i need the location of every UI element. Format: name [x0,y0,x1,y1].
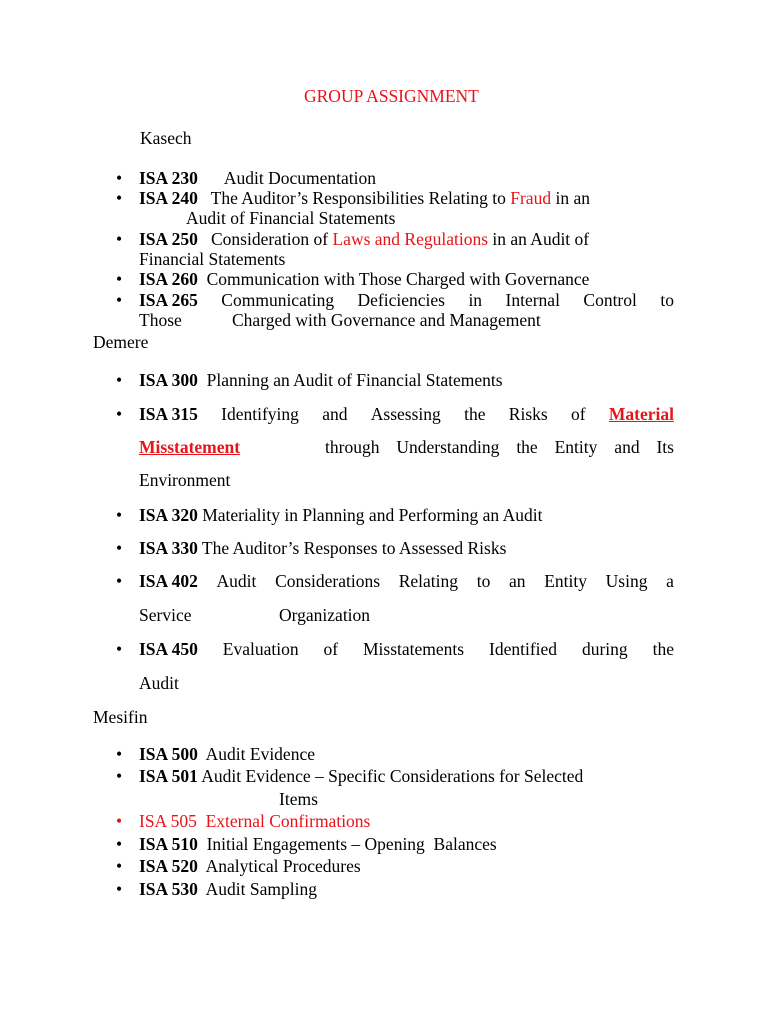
isa-title-word: Deficiencies [357,290,445,310]
isa-title: Planning an Audit of Financial Statements [206,370,503,390]
isa-title-tail: in an Audit of [492,229,590,249]
isa-title: Communication with Those Charged with Governance [206,269,590,289]
list-item-isa330 [139,538,506,559]
list-item-isa450 [139,639,674,661]
isa-title-continuation: Audit [139,673,179,693]
isa-title-line [325,437,674,458]
isa-title-word: Control [583,290,637,310]
highlight-term: Laws and Regulations [332,229,489,249]
isa-title: Initial Engagements – Opening Balances [206,834,497,854]
isa-code: ISA 520 [139,856,198,876]
bullet-icon [116,229,126,250]
group-name-mesifin: Mesifin [93,707,148,727]
isa-title: Analytical Procedures [205,856,361,876]
isa-title-continuation: Items [279,789,318,809]
isa-title-continuation: Audit of Financial Statements [186,208,396,228]
isa-title-word: Identified [489,639,558,659]
isa-code: ISA 402 [139,571,198,591]
isa-title-word: Misstatements [363,639,465,659]
isa-title-continuation: Environment [139,470,231,490]
isa-title: Audit Evidence – Specific Considerations for Selected [201,766,584,786]
list-item-isa501 [139,766,583,787]
isa-code: ISA 260 [139,269,198,289]
isa-title-word: Evaluation [222,639,299,659]
group-name-demere: Demere [93,332,149,352]
isa-title-word: and [614,437,640,457]
isa-title-continuation: Charged with Governance and Management [232,310,541,330]
bullet-icon [116,744,126,765]
isa-title-continuation: Service [139,605,192,625]
bullet-icon [116,834,126,855]
list-item-isa320 [139,505,542,526]
bullet-icon [116,538,126,559]
isa-title-word: to [660,290,674,310]
isa-title-word: a [666,571,674,591]
isa-title-word: through [325,437,380,457]
isa-title-word: Entity [554,437,598,457]
bullet-icon [116,766,126,787]
isa-title: External Confirmations [205,811,371,831]
isa-code: ISA 450 [139,639,198,659]
list-item-isa300 [139,370,503,391]
isa-title-word: the [464,404,486,424]
bullet-icon [116,370,126,391]
isa-title: Audit Evidence [205,744,315,764]
bullet-icon [116,188,126,209]
isa-title-word: Communicating [221,290,335,310]
isa-title-word: and [322,404,348,424]
isa-title-word: Entity [544,571,587,591]
isa-code: ISA 530 [139,879,198,899]
list-item-isa402 [139,571,674,593]
bullet-icon [116,879,126,900]
bullet-icon [116,811,126,832]
isa-title-word: Assessing [370,404,441,424]
isa-title-word: of [570,404,586,424]
highlight-term: Misstatement [139,437,241,457]
isa-title: The Auditor’s Responses to Assessed Risks [201,538,507,558]
isa-code: ISA 300 [139,370,198,390]
isa-title-word: Relating [398,571,459,591]
bullet-icon [116,856,126,877]
isa-title-tail: in an [555,188,590,208]
isa-title-word: Using [605,571,648,591]
isa-title-word: Its [656,437,674,457]
bullet-icon [116,269,126,290]
bullet-icon [116,290,126,311]
bullet-icon [116,639,126,660]
list-item-isa520 [139,856,361,877]
isa-title-word: an [509,571,526,591]
list-item-isa315 [139,404,674,426]
isa-code: ISA 500 [139,744,198,764]
bullet-icon [116,571,126,592]
isa-title-word: Understanding [396,437,500,457]
isa-title-word: Considerations [275,571,381,591]
isa-title-continuation: Those [139,310,182,330]
isa-code: ISA 265 [139,290,198,310]
list-item-isa230 [139,168,376,189]
isa-title-continuation: Financial Statements [139,249,286,269]
isa-title-word: the [516,437,538,457]
highlight-term: Material [608,404,674,424]
highlight-term: Fraud [510,188,552,208]
isa-title-word: Identifying [221,404,299,424]
isa-title-word: in [468,290,483,310]
list-item-isa250 [139,229,589,250]
group-name-kasech: Kasech [140,128,192,148]
isa-title-word: Audit [216,571,257,591]
isa-title-word: Internal [505,290,560,310]
isa-code: ISA 510 [139,834,198,854]
isa-code: ISA 230 [139,168,198,188]
list-item-isa500 [139,744,315,765]
isa-title: Audit Sampling [205,879,317,899]
isa-title-word: the [652,639,674,659]
page-title: GROUP ASSIGNMENT [304,86,479,106]
isa-code: ISA 320 [139,505,198,525]
isa-code: ISA 501 [139,766,198,786]
isa-title-word: during [581,639,628,659]
isa-code: ISA 505 [139,811,197,831]
isa-title-word: of [323,639,339,659]
isa-code: ISA 330 [139,538,198,558]
isa-title-word: to [476,571,491,591]
isa-title: Consideration of [210,229,329,249]
isa-code: ISA 240 [139,188,198,208]
isa-title-continuation: Organization [279,605,371,625]
bullet-icon [116,505,126,526]
list-item-isa260 [139,269,589,290]
isa-code: ISA 315 [139,404,198,424]
list-item-isa530 [139,879,317,900]
list-item-isa510 [139,834,497,855]
isa-title: Audit Documentation [223,168,376,188]
list-item-isa505 [139,811,370,832]
list-item-isa240 [139,188,590,209]
bullet-icon [116,404,126,425]
bullet-icon [116,168,126,189]
list-item-isa265 [139,290,674,312]
isa-title-word: Risks [508,404,548,424]
isa-code: ISA 250 [139,229,198,249]
isa-title: Materiality in Planning and Performing an Audit [202,505,543,525]
isa-title: The Auditor’s Responsibilities Relating to [210,188,506,208]
